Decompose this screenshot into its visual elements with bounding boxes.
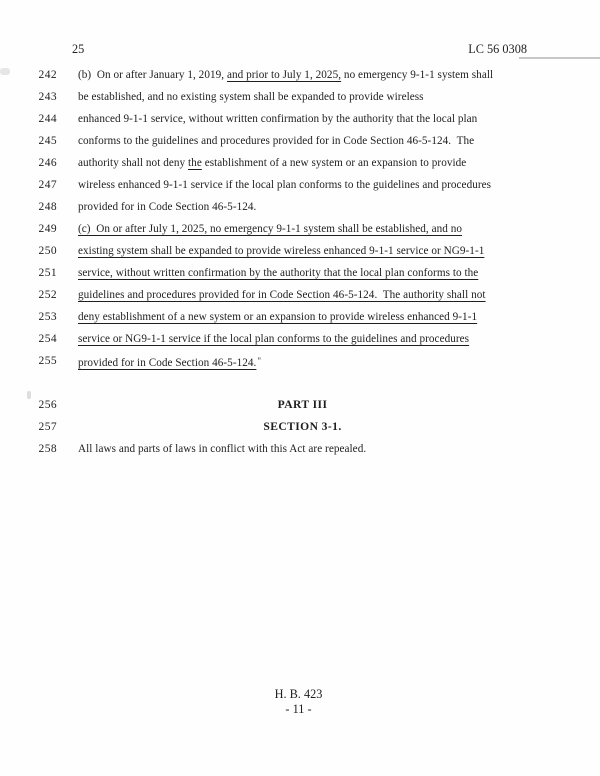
underlined-amendment-text: and prior to July 1, 2025,: [226, 69, 342, 81]
line-number: 249: [38, 223, 57, 235]
document-line: [38, 86, 568, 108]
document-line: [38, 240, 568, 262]
text-segment: conforms to the guidelines and procedures provided for in Code Section 46-5-124. The: [78, 135, 475, 147]
text-segment: establishment of a new system or an expansion to provide: [201, 157, 467, 169]
text-segment: provided for in Code Section 46-5-124.: [78, 201, 257, 213]
line-number: 246: [38, 157, 57, 169]
line-number: 242: [38, 69, 57, 81]
document-line: [38, 64, 568, 86]
line-text: [78, 284, 527, 306]
document-line: [38, 350, 568, 372]
footer-page-label: - 11 -: [285, 702, 312, 716]
line-number: 247: [38, 179, 57, 191]
text-segment: SECTION 3-1.: [263, 420, 342, 433]
line-text: [78, 86, 527, 108]
document-line: [38, 284, 568, 306]
document-line: [38, 152, 568, 174]
page-footer: [0, 687, 597, 717]
line-number: 254: [38, 333, 57, 345]
underlined-amendment-text: deny establishment of a new system or an expansion to provide wireless enhanced 9-1-1: [78, 311, 478, 323]
line-text: [78, 152, 527, 174]
scan-artifact: [519, 57, 600, 59]
underlined-amendment-text: existing system shall be expanded to provide wireless enhanced 9-1-1 service or NG9-1-1: [78, 245, 485, 257]
document-line: [38, 262, 568, 284]
text-segment: authority shall not deny: [78, 157, 189, 169]
line-number: 255: [38, 355, 57, 367]
underlined-amendment-text: guidelines and procedures provided for in Code Section 46-5-124. The authority shall not: [78, 289, 486, 301]
line-number: 256: [38, 399, 57, 411]
line-text: [78, 262, 527, 284]
text-segment: All laws and parts of laws in conflict with this Act are repealed.: [78, 443, 367, 455]
line-text: [78, 306, 527, 328]
line-text: [78, 416, 527, 438]
underlined-amendment-text: provided for in Code Section 46-5-124.: [78, 357, 257, 369]
text-segment: be established, and no existing system shall be expanded to provide wireless: [78, 91, 424, 103]
document-body: [38, 64, 568, 460]
line-number: 250: [38, 245, 57, 257]
blank-line: [38, 372, 568, 394]
line-text: [78, 328, 527, 350]
text-segment: (b) On or after January 1, 2019,: [78, 69, 227, 81]
line-text: [78, 350, 527, 372]
text-segment: PART III: [277, 398, 328, 411]
document-line: [38, 306, 568, 328]
line-number: 251: [38, 267, 57, 279]
line-number: 258: [38, 443, 57, 455]
line-text: [78, 64, 527, 86]
document-line: [38, 174, 568, 196]
document-line: [38, 328, 568, 350]
scan-artifact: [27, 391, 31, 399]
line-number: 243: [38, 91, 57, 103]
scan-artifact: [0, 68, 10, 75]
line-text: [78, 196, 527, 218]
line-text: [78, 218, 527, 240]
document-line: [38, 108, 568, 130]
text-segment: ": [257, 356, 262, 366]
document-line: [38, 130, 568, 152]
line-text: [78, 240, 527, 262]
text-segment: wireless enhanced 9-1-1 service if the local plan conforms to the guidelines and procedures: [78, 179, 492, 191]
line-number: 252: [38, 289, 57, 301]
document-line: [38, 438, 568, 460]
text-segment: enhanced 9-1-1 service, without written confirmation by the authority that the local plan: [78, 113, 478, 125]
line-number: 257: [38, 421, 57, 433]
line-text: [78, 438, 527, 460]
header-doc-code: LC 56 0308: [468, 42, 527, 56]
document-line: [38, 416, 568, 438]
line-text: [78, 174, 527, 196]
underlined-amendment-text: service or NG9-1-1 service if the local plan conforms to the guidelines and procedures: [78, 333, 470, 345]
line-number: 244: [38, 113, 57, 125]
text-segment: no emergency 9-1-1 system shall: [341, 69, 494, 81]
line-number: 245: [38, 135, 57, 147]
document-line: [38, 196, 568, 218]
header-page-number: 25: [72, 42, 85, 56]
line-text: [78, 108, 527, 130]
underlined-amendment-text: the: [188, 157, 202, 169]
line-text: [78, 130, 527, 152]
document-line: [38, 394, 568, 416]
document-line: [38, 218, 568, 240]
line-text: [78, 394, 527, 416]
line-number: 248: [38, 201, 57, 213]
page-header: [72, 42, 527, 57]
underlined-amendment-text: service, without written confirmation by the authority that the local plan conforms to the: [78, 267, 479, 279]
footer-bill-number: H. B. 423: [274, 687, 323, 701]
line-number: 253: [38, 311, 57, 323]
underlined-amendment-text: (c) On or after July 1, 2025, no emergency 9-1-1 system shall be established, and no: [78, 223, 463, 235]
